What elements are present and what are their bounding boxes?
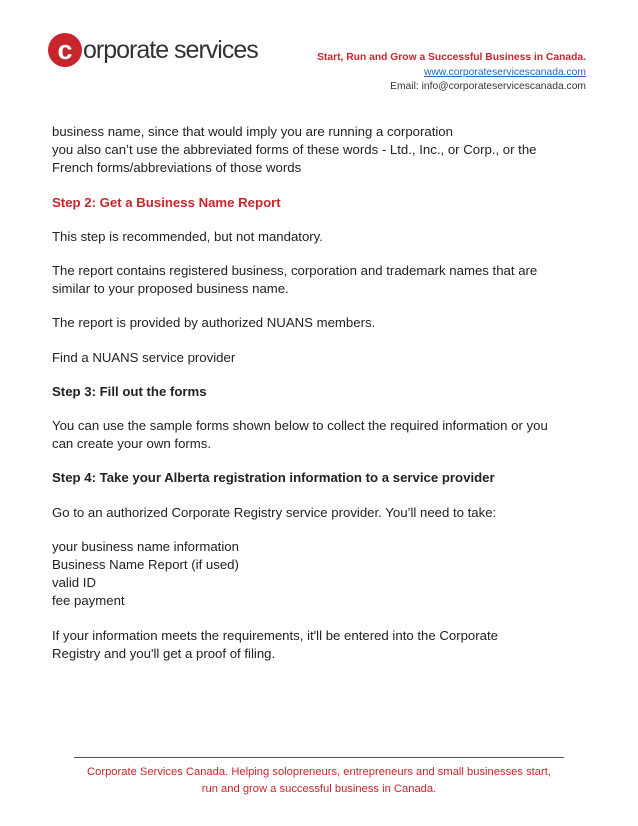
footer-line-1: Corporate Services Canada. Helping solopreneurs, entrepreneurs and small businesses start, <box>87 766 551 778</box>
step4-heading: Step 4: Take your Alberta registration information to a service provider <box>52 470 495 486</box>
page-header <box>0 0 638 110</box>
text-line: The report contains registered business, corporation and trademark names that are <box>52 263 538 279</box>
step2-paragraph-1: This step is recommended, but not mandatory. <box>52 228 323 244</box>
footer-divider <box>74 757 564 758</box>
step4-paragraph-2 <box>52 627 592 663</box>
text-line: business name, since that would imply you are running a corporation <box>52 124 453 139</box>
text-line: You can use the sample forms shown below to collect the required information or you <box>52 418 548 434</box>
contact-block <box>317 51 586 95</box>
text-line: can create your own forms. <box>52 436 212 452</box>
text-line: similar to your proposed business name. <box>52 281 289 297</box>
step2-paragraph-2 <box>52 262 592 298</box>
step3-paragraph-1 <box>52 417 592 453</box>
step2-paragraph-4: Find a NUANS service provider <box>52 349 236 365</box>
tagline: Start, Run and Grow a Successful Business in Canada. <box>317 52 586 63</box>
footer-line-2: run and grow a successful business in Canada. <box>201 782 437 795</box>
step4-list <box>52 538 592 611</box>
company-logo <box>48 33 258 67</box>
logo-circle-icon <box>48 33 82 67</box>
step4-paragraph-1: Go to an authorized Corporate Registry service provider. You’ll need to take: <box>52 504 497 520</box>
list-item: your business name information <box>52 538 239 554</box>
page-footer <box>0 757 638 797</box>
text-line: If your information meets the requirements, it'll be entered into the Corporate <box>52 627 498 643</box>
text-line: French forms/abbreviations of those words <box>52 160 302 176</box>
website-link[interactable]: www.corporateservicescanada.com <box>424 66 586 78</box>
step3-heading: Step 3: Fill out the forms <box>52 383 207 399</box>
list-item: Business Name Report (if used) <box>52 557 239 573</box>
text-line: Registry and you'll get a proof of filing. <box>52 645 276 661</box>
list-item: fee payment <box>52 593 125 609</box>
email-address: Email: info@corporateservicescanada.com <box>390 81 586 92</box>
logo-letter: c <box>57 34 73 65</box>
step2-paragraph-3: The report is provided by authorized NUANS members. <box>52 315 376 331</box>
document-body <box>52 123 592 679</box>
text-line: you also can’t use the abbreviated forms of these words - Ltd., Inc., or Corp., or the <box>52 142 537 158</box>
list-item: valid ID <box>52 575 96 591</box>
logo-text: orporate services <box>83 35 258 64</box>
step2-heading: Step 2: Get a Business Name Report <box>52 194 281 210</box>
paragraph-intro <box>52 123 592 178</box>
